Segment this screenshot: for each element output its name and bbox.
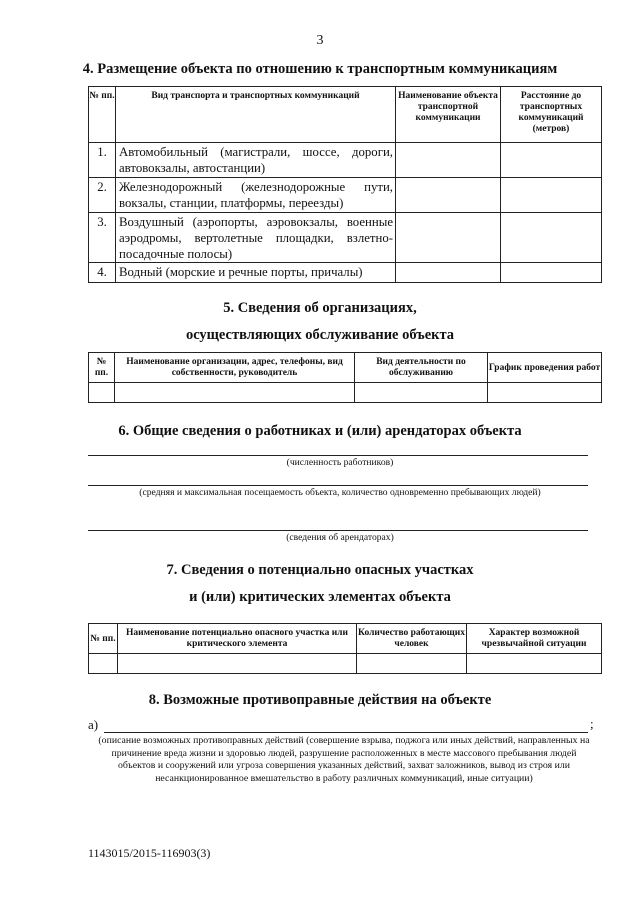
fill-line[interactable] [88, 485, 588, 486]
col-header-transport-type: Вид транспорта и транспортных коммуникаций [116, 87, 396, 143]
distance-cell[interactable] [501, 143, 602, 178]
fill-line[interactable] [88, 530, 588, 531]
section-5-title-line1: 5. Сведения об организациях, [223, 300, 417, 316]
col-header-organization: Наименование организации, адрес, телефоны, вид собственности, руководитель [115, 353, 355, 383]
col-header-schedule: График проведения работ [488, 353, 602, 383]
col-header-activity: Вид деятельности по обслуживанию [355, 353, 488, 383]
caption-attendance: (средняя и максимальная посещаемость объекта, количество одновременно пребывающих людей) [139, 487, 541, 498]
col-header-object-name: Наименование объекта транспортной коммуникации [396, 87, 501, 143]
section-8-title: 8. Возможные противоправные действия на объекте [148, 692, 492, 708]
empty-cell[interactable] [355, 383, 488, 403]
empty-cell[interactable] [89, 383, 115, 403]
col-header-emergency-type: Характер возможной чрезвычайной ситуации [467, 624, 602, 654]
empty-cell[interactable] [115, 383, 355, 403]
col-header-num: № пп. [89, 624, 118, 654]
caption-unlawful-actions: (описание возможных противоправных действий (совершение взрыва, поджога или иных действий, направленных на причинение вреда жизни и здоровью людей, разрушение расположенных в месте массового пребывания людей объектов и сооружений или угроза совершения указанных действий, захват заложников, вывод из строя или несанкционированное вмешательство в работу различных коммуникаций, иные ситуации) [98, 735, 590, 784]
table-row [89, 263, 602, 283]
distance-cell[interactable] [501, 263, 602, 283]
table-row [89, 213, 602, 263]
caption-tenants: (сведения об арендаторах) [286, 532, 394, 543]
section-7-title-line1: 7. Сведения о потенциально опасных участках [166, 562, 474, 578]
section-5-title-line2: осуществляющих обслуживание объекта [185, 327, 455, 343]
empty-cell[interactable] [467, 654, 602, 674]
col-header-num: № пп. [89, 353, 115, 383]
object-name-cell[interactable] [396, 213, 501, 263]
object-name-cell[interactable] [396, 178, 501, 213]
critical-elements-table [88, 623, 602, 674]
table-row [89, 383, 602, 403]
transport-description: Автомобильный (магистрали, шоссе, дороги, автовокзалы, автостанции) [116, 143, 396, 178]
fill-line[interactable] [88, 455, 588, 456]
col-header-distance: Расстояние до транспортных коммуникаций (метров) [501, 87, 602, 143]
table-row [89, 654, 602, 674]
section-4-title: 4. Размещение объекта по отношению к транспортным коммуникациям [82, 61, 558, 77]
col-header-workers-count: Количество работающих человек [357, 624, 467, 654]
empty-cell[interactable] [89, 654, 118, 674]
organizations-table-header [89, 353, 602, 383]
distance-cell[interactable] [501, 213, 602, 263]
row-number: 3. [89, 213, 116, 263]
section-6-title: 6. Общие сведения о работниках и (или) арендаторах объекта [118, 423, 522, 439]
organizations-table [88, 352, 602, 403]
table-row [89, 178, 602, 213]
empty-cell[interactable] [488, 383, 602, 403]
transport-description: Железнодорожный (железнодорожные пути, вокзалы, станции, платформы, переезды) [116, 178, 396, 213]
page-number: 3 [316, 33, 324, 48]
transport-table [88, 86, 602, 283]
row-number: 1. [89, 143, 116, 178]
transport-description: Водный (морские и речные порты, причалы) [116, 263, 396, 283]
col-header-num: № пп. [89, 87, 116, 143]
table-row [89, 143, 602, 178]
fill-line[interactable] [104, 732, 588, 733]
object-name-cell[interactable] [396, 143, 501, 178]
section-7-title-line2: и (или) критических элементах объекта [189, 589, 451, 605]
document-id: 1143015/2015-116903(3) [88, 846, 211, 860]
transport-table-header [89, 87, 602, 143]
item-label: а) [88, 717, 99, 732]
item-end: ; [590, 716, 594, 731]
empty-cell[interactable] [357, 654, 467, 674]
col-header-hazard-area: Наименование потенциально опасного участка или критического элемента [118, 624, 357, 654]
empty-cell[interactable] [118, 654, 357, 674]
row-number: 4. [89, 263, 116, 283]
row-number: 2. [89, 178, 116, 213]
object-name-cell[interactable] [396, 263, 501, 283]
distance-cell[interactable] [501, 178, 602, 213]
caption-employees: (численность работников) [286, 457, 394, 468]
critical-elements-table-header [89, 624, 602, 654]
transport-description: Воздушный (аэропорты, аэровокзалы, военные аэродромы, вертолетные площадки, взлетно-посадочные полосы) [116, 213, 396, 263]
